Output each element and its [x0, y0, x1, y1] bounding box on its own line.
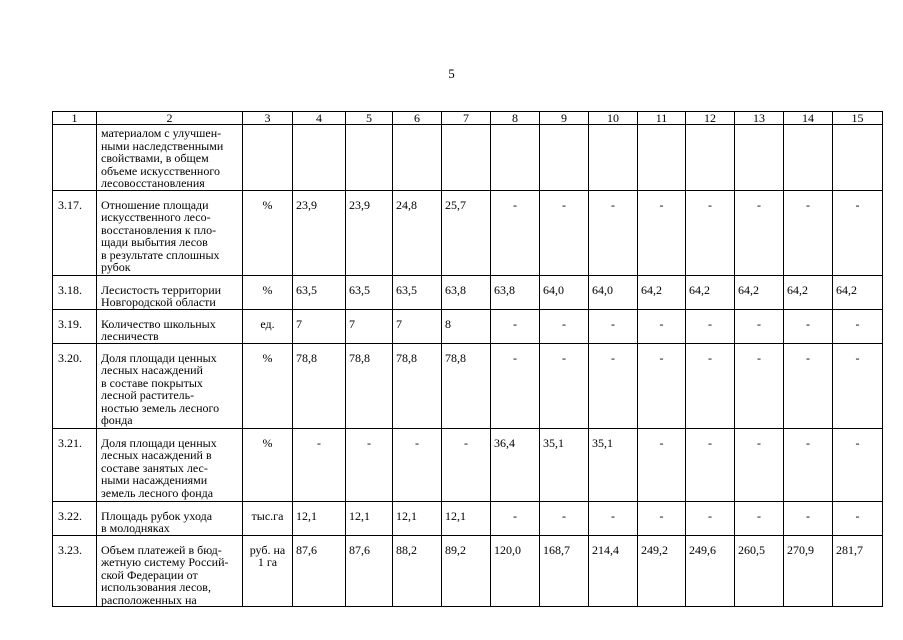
value-cell: 63,5 [393, 275, 442, 309]
value-cell: 64,0 [540, 275, 589, 309]
value-cell: 64,2 [735, 275, 784, 309]
value-cell [686, 125, 735, 191]
indicator-name-line: Объем платежей в бюд- [101, 542, 222, 557]
value-cell: - [686, 428, 735, 501]
col-header-8: 8 [491, 112, 540, 125]
value-cell: - [735, 190, 784, 275]
value-cell: 64,2 [784, 275, 833, 309]
unit-cell: % [243, 190, 293, 275]
col-header-15: 15 [833, 112, 883, 125]
value-cell [833, 125, 883, 191]
row-number: 3.20. [53, 343, 97, 428]
value-cell: - [784, 501, 833, 535]
value-cell: 36,4 [491, 428, 540, 501]
value-cell: 214,4 [589, 535, 638, 607]
value-cell: 35,1 [589, 428, 638, 501]
value-cell [784, 125, 833, 191]
table-row [53, 125, 883, 191]
indicator-name-line: Лесистость территории [101, 282, 222, 297]
indicator-name-line: Доля площади ценных [101, 350, 217, 365]
indicator-name-line: расположенных на [101, 592, 197, 607]
col-header-1: 1 [53, 112, 97, 125]
value-cell [589, 125, 638, 191]
value-cell: 78,8 [346, 343, 393, 428]
indicator-name-line: земель лесного фонда [101, 485, 214, 500]
indicator-name-line: лесных насаждений [101, 363, 203, 377]
value-cell: 78,8 [393, 343, 442, 428]
value-cell: - [293, 428, 346, 501]
table-row [53, 275, 883, 309]
value-cell: - [540, 190, 589, 275]
indicator-name-line: лесничеств [101, 329, 159, 343]
value-cell: - [833, 501, 883, 535]
value-cell: 270,9 [784, 535, 833, 607]
value-cell [638, 125, 686, 191]
value-cell [540, 125, 589, 191]
value-cell: 87,6 [293, 535, 346, 607]
indicator-name-line: восстановления к пло- [101, 222, 217, 237]
indicator-name-line: ской Федерации от [101, 567, 198, 582]
indicator-name-line: в молодняках [101, 521, 170, 535]
value-cell: - [833, 428, 883, 501]
value-cell: - [686, 343, 735, 428]
value-cell: - [540, 343, 589, 428]
value-cell [393, 125, 442, 191]
unit-line: 1 га [257, 555, 278, 569]
indicator-name [97, 343, 243, 428]
value-cell: 249,2 [638, 535, 686, 607]
row-number: 3.17. [53, 190, 97, 275]
indicator-name-line: жетную систему Россий- [101, 555, 229, 569]
value-cell: 23,9 [346, 190, 393, 275]
value-cell: 63,8 [442, 275, 491, 309]
table-row [53, 309, 883, 343]
indicator-name-line: лесовосстановления [101, 176, 205, 190]
indicator-name-line: Новгородской области [101, 295, 216, 309]
unit-cell [243, 125, 293, 191]
unit-line: руб. на [249, 542, 286, 557]
row-number [53, 125, 97, 191]
value-cell: 12,1 [393, 501, 442, 535]
value-cell: - [735, 428, 784, 501]
indicator-name-line: Доля площади ценных [101, 435, 217, 450]
indicator-name [97, 535, 243, 607]
value-cell: - [735, 501, 784, 535]
indicator-name [97, 501, 243, 535]
value-cell: - [784, 309, 833, 343]
value-cell: 78,8 [293, 343, 346, 428]
value-cell: - [784, 190, 833, 275]
indicator-name-line: ными наследственными [101, 138, 224, 153]
indicator-name-line: ностью земель лесного [101, 400, 220, 415]
value-cell: 7 [393, 309, 442, 343]
value-cell: - [589, 190, 638, 275]
col-header-12: 12 [686, 112, 735, 125]
indicator-name-line: в результате сплошных [101, 247, 220, 262]
value-cell: - [589, 343, 638, 428]
unit-cell: % [243, 343, 293, 428]
indicator-name-line: Отношение площади [101, 197, 209, 212]
indicator-name-line: материалом с улучшен- [101, 126, 222, 140]
indicator-name [97, 309, 243, 343]
col-header-14: 14 [784, 112, 833, 125]
value-cell [491, 125, 540, 191]
value-cell: 35,1 [540, 428, 589, 501]
value-cell: 89,2 [442, 535, 491, 607]
value-cell: - [833, 190, 883, 275]
col-header-10: 10 [589, 112, 638, 125]
value-cell: 12,1 [293, 501, 346, 535]
indicator-name [97, 275, 243, 309]
indicator-name-line: Количество школьных [101, 316, 216, 331]
value-cell: 64,2 [638, 275, 686, 309]
indicator-name [97, 428, 243, 501]
unit-cell: % [243, 275, 293, 309]
col-header-2: 2 [97, 112, 243, 125]
value-cell: - [346, 428, 393, 501]
value-cell: - [638, 309, 686, 343]
value-cell: 260,5 [735, 535, 784, 607]
page-number: 5 [448, 66, 455, 81]
unit-cell: тыс.га [243, 501, 293, 535]
value-cell: 63,8 [491, 275, 540, 309]
indicator-name [97, 190, 243, 275]
value-cell: 64,2 [686, 275, 735, 309]
value-cell: - [638, 501, 686, 535]
value-cell: - [784, 428, 833, 501]
unit-cell: % [243, 428, 293, 501]
col-header-5: 5 [346, 112, 393, 125]
value-cell: 64,0 [589, 275, 638, 309]
value-cell: - [540, 501, 589, 535]
indicator-name-line: в составе покрытых [101, 375, 203, 390]
unit-cell: ед. [243, 309, 293, 343]
value-cell: 87,6 [346, 535, 393, 607]
value-cell: - [833, 309, 883, 343]
indicator-name-line: использования лесов, [101, 580, 211, 594]
value-cell: 63,5 [346, 275, 393, 309]
indicator-name-line: объеме искусственного [101, 163, 220, 178]
value-cell: - [491, 343, 540, 428]
row-number: 3.21. [53, 428, 97, 501]
header-row [53, 112, 883, 125]
indicator-name-line: лесной раститель- [101, 388, 195, 402]
indicator-name [97, 125, 243, 191]
value-cell [735, 125, 784, 191]
value-cell: - [638, 190, 686, 275]
table-row [53, 428, 883, 501]
value-cell: 7 [346, 309, 393, 343]
value-cell: - [784, 343, 833, 428]
value-cell: 12,1 [442, 501, 491, 535]
value-cell: 78,8 [442, 343, 491, 428]
value-cell: - [833, 343, 883, 428]
value-cell: - [491, 501, 540, 535]
col-header-7: 7 [442, 112, 491, 125]
value-cell: - [491, 309, 540, 343]
col-header-4: 4 [293, 112, 346, 125]
value-cell: 8 [442, 309, 491, 343]
value-cell: - [686, 309, 735, 343]
indicator-name-line: искусственного лесо- [101, 210, 211, 224]
value-cell: - [686, 501, 735, 535]
value-cell: - [442, 428, 491, 501]
indicator-name-line: ными насаждениями [101, 473, 208, 487]
col-header-6: 6 [393, 112, 442, 125]
value-cell: 12,1 [346, 501, 393, 535]
col-header-3: 3 [243, 112, 293, 125]
value-cell: 168,7 [540, 535, 589, 607]
value-cell: 7 [293, 309, 346, 343]
value-cell: 25,7 [442, 190, 491, 275]
indicator-name-line: составе занятых лес- [101, 460, 208, 475]
value-cell: 88,2 [393, 535, 442, 607]
indicator-name-line: Площадь рубок ухода [101, 508, 213, 523]
table-row [53, 190, 883, 275]
col-header-11: 11 [638, 112, 686, 125]
value-cell: - [589, 309, 638, 343]
table-row [53, 501, 883, 535]
row-number: 3.19. [53, 309, 97, 343]
value-cell: - [735, 343, 784, 428]
indicator-name-line: рубок [101, 260, 131, 274]
value-cell: - [540, 309, 589, 343]
row-number: 3.18. [53, 275, 97, 309]
col-header-13: 13 [735, 112, 784, 125]
value-cell: 64,2 [833, 275, 883, 309]
indicators-table [52, 111, 883, 607]
value-cell: 24,8 [393, 190, 442, 275]
value-cell: - [638, 343, 686, 428]
value-cell: 120,0 [491, 535, 540, 607]
row-number: 3.22. [53, 501, 97, 535]
table-row [53, 343, 883, 428]
indicator-name-line: щади выбытия лесов [101, 235, 208, 249]
col-header-9: 9 [540, 112, 589, 125]
value-cell: 63,5 [293, 275, 346, 309]
value-cell: - [686, 190, 735, 275]
indicator-name-line: фонда [101, 413, 133, 427]
value-cell [346, 125, 393, 191]
value-cell: - [638, 428, 686, 501]
value-cell: 249,6 [686, 535, 735, 607]
value-cell: 23,9 [293, 190, 346, 275]
value-cell: - [393, 428, 442, 501]
value-cell [293, 125, 346, 191]
indicator-name-line: лесных насаждений в [101, 448, 212, 462]
value-cell [442, 125, 491, 191]
value-cell: 281,7 [833, 535, 883, 607]
value-cell: - [589, 501, 638, 535]
unit-cell [243, 535, 293, 607]
value-cell: - [735, 309, 784, 343]
row-number: 3.23. [53, 535, 97, 607]
table-row [53, 535, 883, 607]
value-cell: - [491, 190, 540, 275]
indicator-name-line: свойствами, в общем [101, 151, 209, 165]
